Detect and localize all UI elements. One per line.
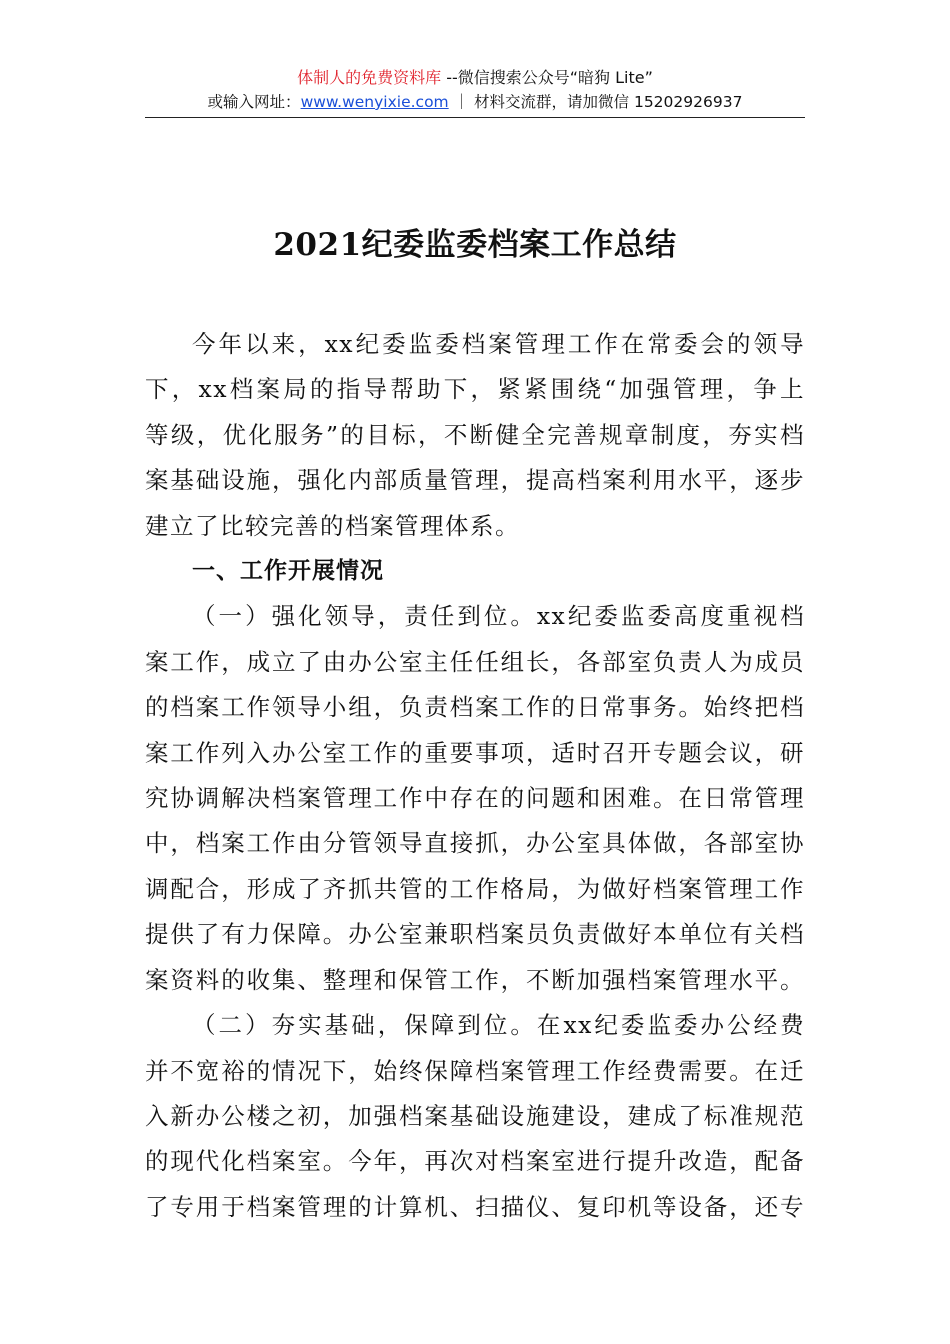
- paragraph-line: 建立了比较完善的档案管理体系。: [145, 511, 520, 540]
- paragraph-line: 案工作列入办公室工作的重要事项，适时召开专题会议，研: [145, 738, 805, 767]
- paragraph-line: （一）强化领导，责任到位。xx纪委监委高度重视档: [192, 602, 805, 631]
- header-url-link[interactable]: www.wenyixie.com: [300, 93, 449, 111]
- page-header: [145, 66, 805, 114]
- paragraph-line: 提供了有力保障。办公室兼职档案员负责做好本单位有关档: [145, 920, 805, 949]
- document-title: 2021纪委监委档案工作总结: [273, 227, 677, 263]
- paragraph-line: 下，xx档案局的指导帮助下，紧紧围绕“加强管理，争上: [145, 375, 805, 404]
- paragraph-line: 案工作，成立了由办公室主任任组长，各部室负责人为成员: [145, 647, 805, 676]
- header-brand-suffix: --微信搜索公众号“暗狗 Lite”: [441, 68, 653, 87]
- paragraph-line: 了专用于档案管理的计算机、扫描仪、复印机等设备，还专: [145, 1192, 805, 1221]
- section-item-2-paragraph: [145, 1003, 805, 1230]
- paragraph-line: 调配合，形成了齐抓共管的工作格局，为做好档案管理工作: [145, 874, 805, 903]
- paragraph-line: 中，档案工作由分管领导直接抓，办公室具体做，各部室协: [145, 829, 805, 858]
- paragraph-line: 并不宽裕的情况下，始终保障档案管理工作经费需要。在迁: [145, 1056, 805, 1085]
- paragraph-line: 入新办公楼之初，加强档案基础设施建设，建成了标准规范: [145, 1101, 805, 1130]
- header-brand: 体制人的免费资料库: [297, 68, 442, 87]
- paragraph-line: 等级，优化服务”的目标，不断健全完善规章制度，夯实档: [145, 420, 805, 449]
- header-promo-line: [145, 66, 805, 90]
- intro-paragraph: [145, 322, 805, 549]
- section-item-1-paragraph: [145, 594, 805, 1003]
- paragraph-line: 今年以来，xx纪委监委档案管理工作在常委会的领导: [192, 330, 805, 358]
- paragraph-line: 的档案工作领导小组，负责档案工作的日常事务。始终把档: [145, 693, 805, 722]
- header-contact-line: [145, 90, 805, 114]
- paragraph-line: 案基础设施，强化内部质量管理，提高档案利用水平，逐步: [145, 466, 805, 495]
- paragraph-line: 案资料的收集、整理和保管工作，不断加强档案管理水平。: [145, 965, 805, 994]
- header-url-prefix: 或输入网址：: [207, 93, 301, 111]
- paragraph-line: 究协调解决档案管理工作中存在的问题和困难。在日常管理: [145, 784, 805, 813]
- section-heading: 一、工作开展情况: [192, 558, 384, 585]
- header-divider: [145, 117, 805, 118]
- paragraph-line: 的现代化档案室。今年，再次对档案室进行提升改造，配备: [145, 1147, 805, 1176]
- header-url-suffix: ｜ 材料交流群，请加微信 15202926937: [448, 93, 743, 111]
- paragraph-line: （二）夯实基础，保障到位。在xx纪委监委办公经费: [192, 1011, 805, 1040]
- document-body: [145, 322, 805, 1230]
